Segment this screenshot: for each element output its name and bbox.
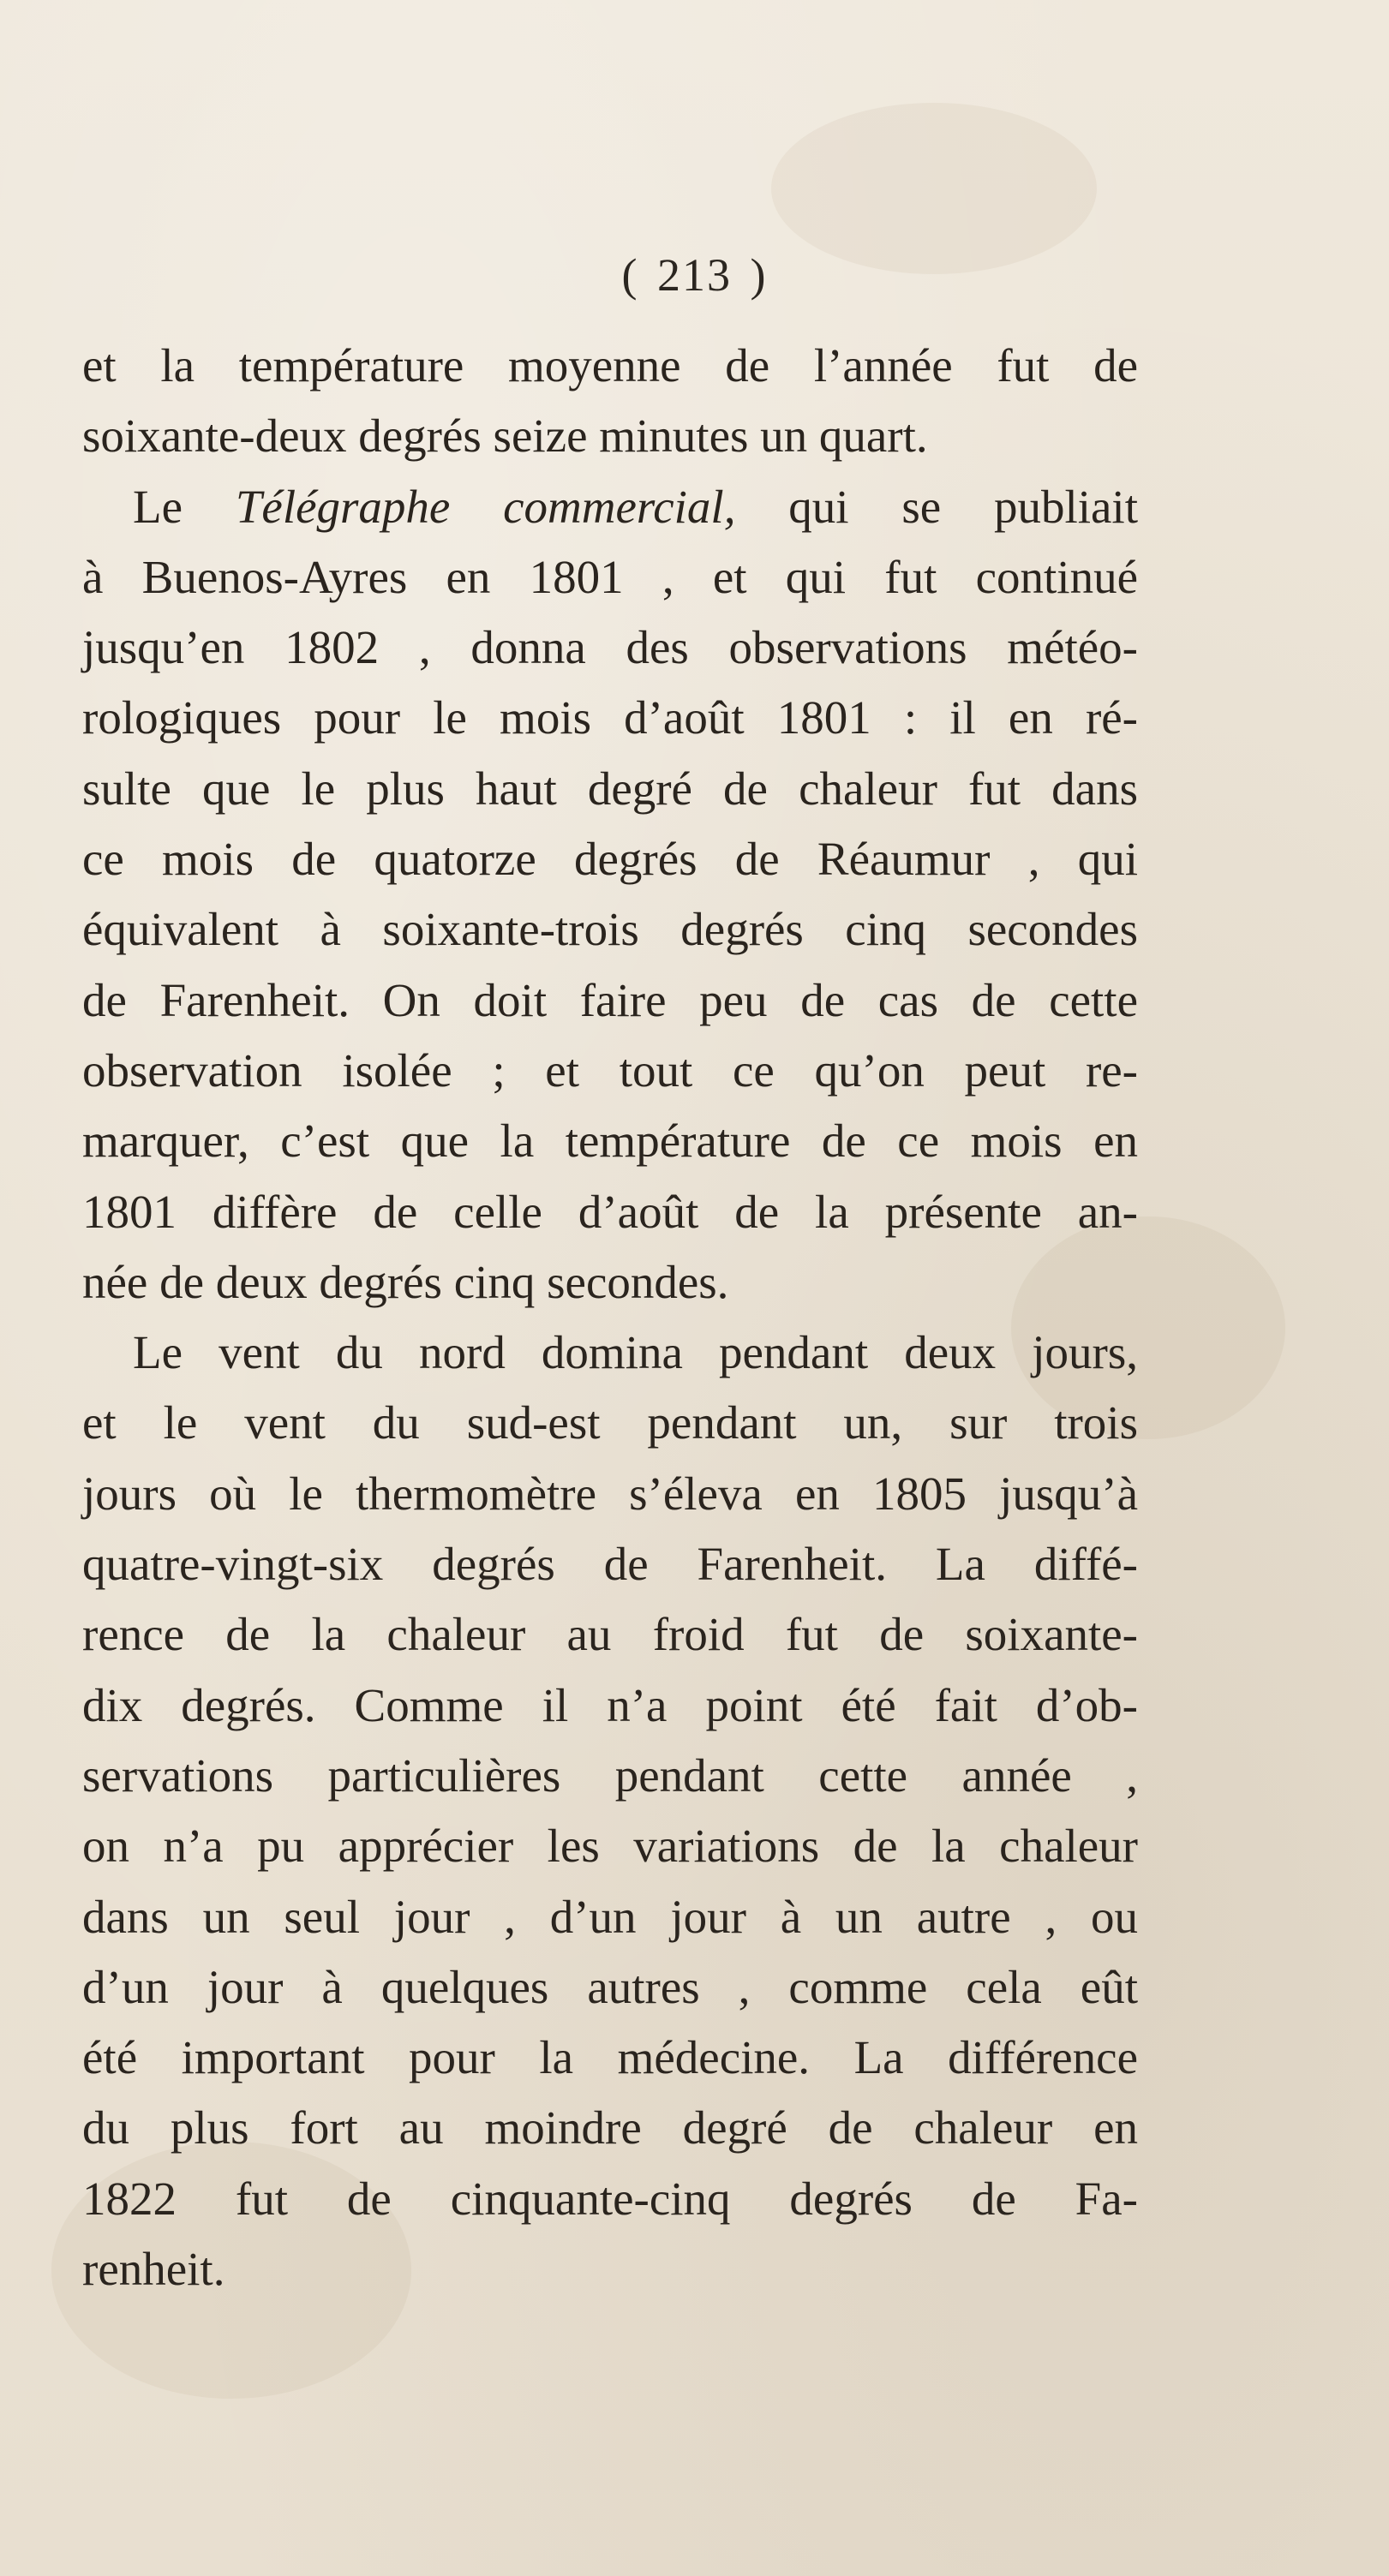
italic-title: Télégraphe commercial, — [235, 480, 736, 533]
text-line-content: et la température moyenne de l’année fut de — [82, 339, 1138, 391]
text-line-content: ce mois de quatorze degrés de Réaumur , qui — [82, 833, 1138, 886]
text-line-content: 1801 diffère de celle d’août de la présente an- — [82, 1185, 1138, 1238]
text-line — [82, 1952, 1138, 2023]
text-line — [82, 2093, 1138, 2163]
text-line-content: du plus fort au moindre degré de chaleur en — [82, 2101, 1138, 2155]
text-line-content: jusqu’en 1802 , donna des observations météo- — [82, 621, 1138, 674]
text-line-content: 1822 fut de cinquante-cinq degrés de Fa- — [82, 2172, 1138, 2225]
text-line-content: sulte que le plus haut degré de chaleur fut dans — [82, 762, 1138, 815]
text-line-content: servations particulières pendant cette année , — [82, 1748, 1138, 1802]
page-number: ( 213 ) — [621, 249, 768, 301]
text-line-content: jours où le thermomètre s’éleva en 1805 jusqu’à — [82, 1467, 1138, 1520]
text-line — [82, 613, 1138, 683]
text-line-content: équivalent à soixante-trois degrés cinq secondes — [82, 903, 1138, 956]
text-line — [82, 1599, 1138, 1670]
text-line-content: née de deux degrés cinq secondes. — [82, 1255, 729, 1308]
body-text — [82, 331, 1138, 2304]
text-line — [82, 1177, 1138, 1247]
text-line-content: Le — [133, 480, 236, 533]
text-line — [82, 894, 1138, 965]
text-line-content: à Buenos-Ayres en 1801 , et qui fut continué — [82, 550, 1138, 603]
text-line-content: observation isolée ; et tout ce qu’on peut re- — [82, 1043, 1138, 1097]
text-line-content: Le vent du nord domina pendant deux jours, — [133, 1326, 1138, 1379]
text-line-content: et le vent du sud-est pendant un, sur trois — [82, 1396, 1138, 1449]
text-line — [82, 1106, 1138, 1176]
text-line-continuation: qui se publiait — [735, 480, 1138, 533]
text-line — [82, 1529, 1138, 1599]
text-line — [82, 401, 1138, 471]
text-line — [82, 683, 1138, 753]
text-line-content: d’un jour à quelques autres , comme cela eût — [82, 1960, 1138, 2013]
text-line-content: dans un seul jour , d’un jour à un autre , ou — [82, 1890, 1138, 1943]
text-line — [82, 1036, 1138, 1106]
text-line-content: renheit. — [82, 2243, 225, 2296]
text-line — [82, 965, 1138, 1036]
text-line — [82, 1882, 1138, 1952]
text-line — [82, 2234, 1138, 2304]
text-line — [82, 542, 1138, 613]
text-line-content: quatre-vingt-six degrés de Farenheit. La diffé- — [82, 1538, 1138, 1591]
text-line — [82, 1388, 1138, 1458]
text-line — [82, 472, 1138, 542]
text-line-content: rologiques pour le mois d’août 1801 : il en ré- — [82, 691, 1138, 744]
text-line — [82, 2023, 1138, 2093]
text-line-content: été important pour la médecine. La différence — [82, 2031, 1138, 2084]
text-line — [82, 2164, 1138, 2234]
text-line-content: on n’a pu apprécier les variations de la chaleur — [82, 1820, 1138, 1873]
text-line — [82, 1318, 1138, 1388]
text-line — [82, 1671, 1138, 1741]
text-line-content: de Farenheit. On doit faire peu de cas de cette — [82, 973, 1138, 1026]
text-line-content: dix degrés. Comme il n’a point été fait d’ob- — [82, 1678, 1138, 1731]
text-line — [82, 1741, 1138, 1811]
text-line — [82, 754, 1138, 824]
text-line — [82, 1459, 1138, 1529]
text-line-content: rence de la chaleur au froid fut de soixante- — [82, 1608, 1138, 1661]
text-line-content: soixante-deux degrés seize minutes un quart. — [82, 409, 928, 463]
text-line — [82, 824, 1138, 894]
text-line — [82, 1247, 1138, 1318]
text-line — [82, 331, 1138, 401]
text-line-content: marquer, c’est que la température de ce mois en — [82, 1115, 1138, 1168]
text-line — [82, 1811, 1138, 1881]
